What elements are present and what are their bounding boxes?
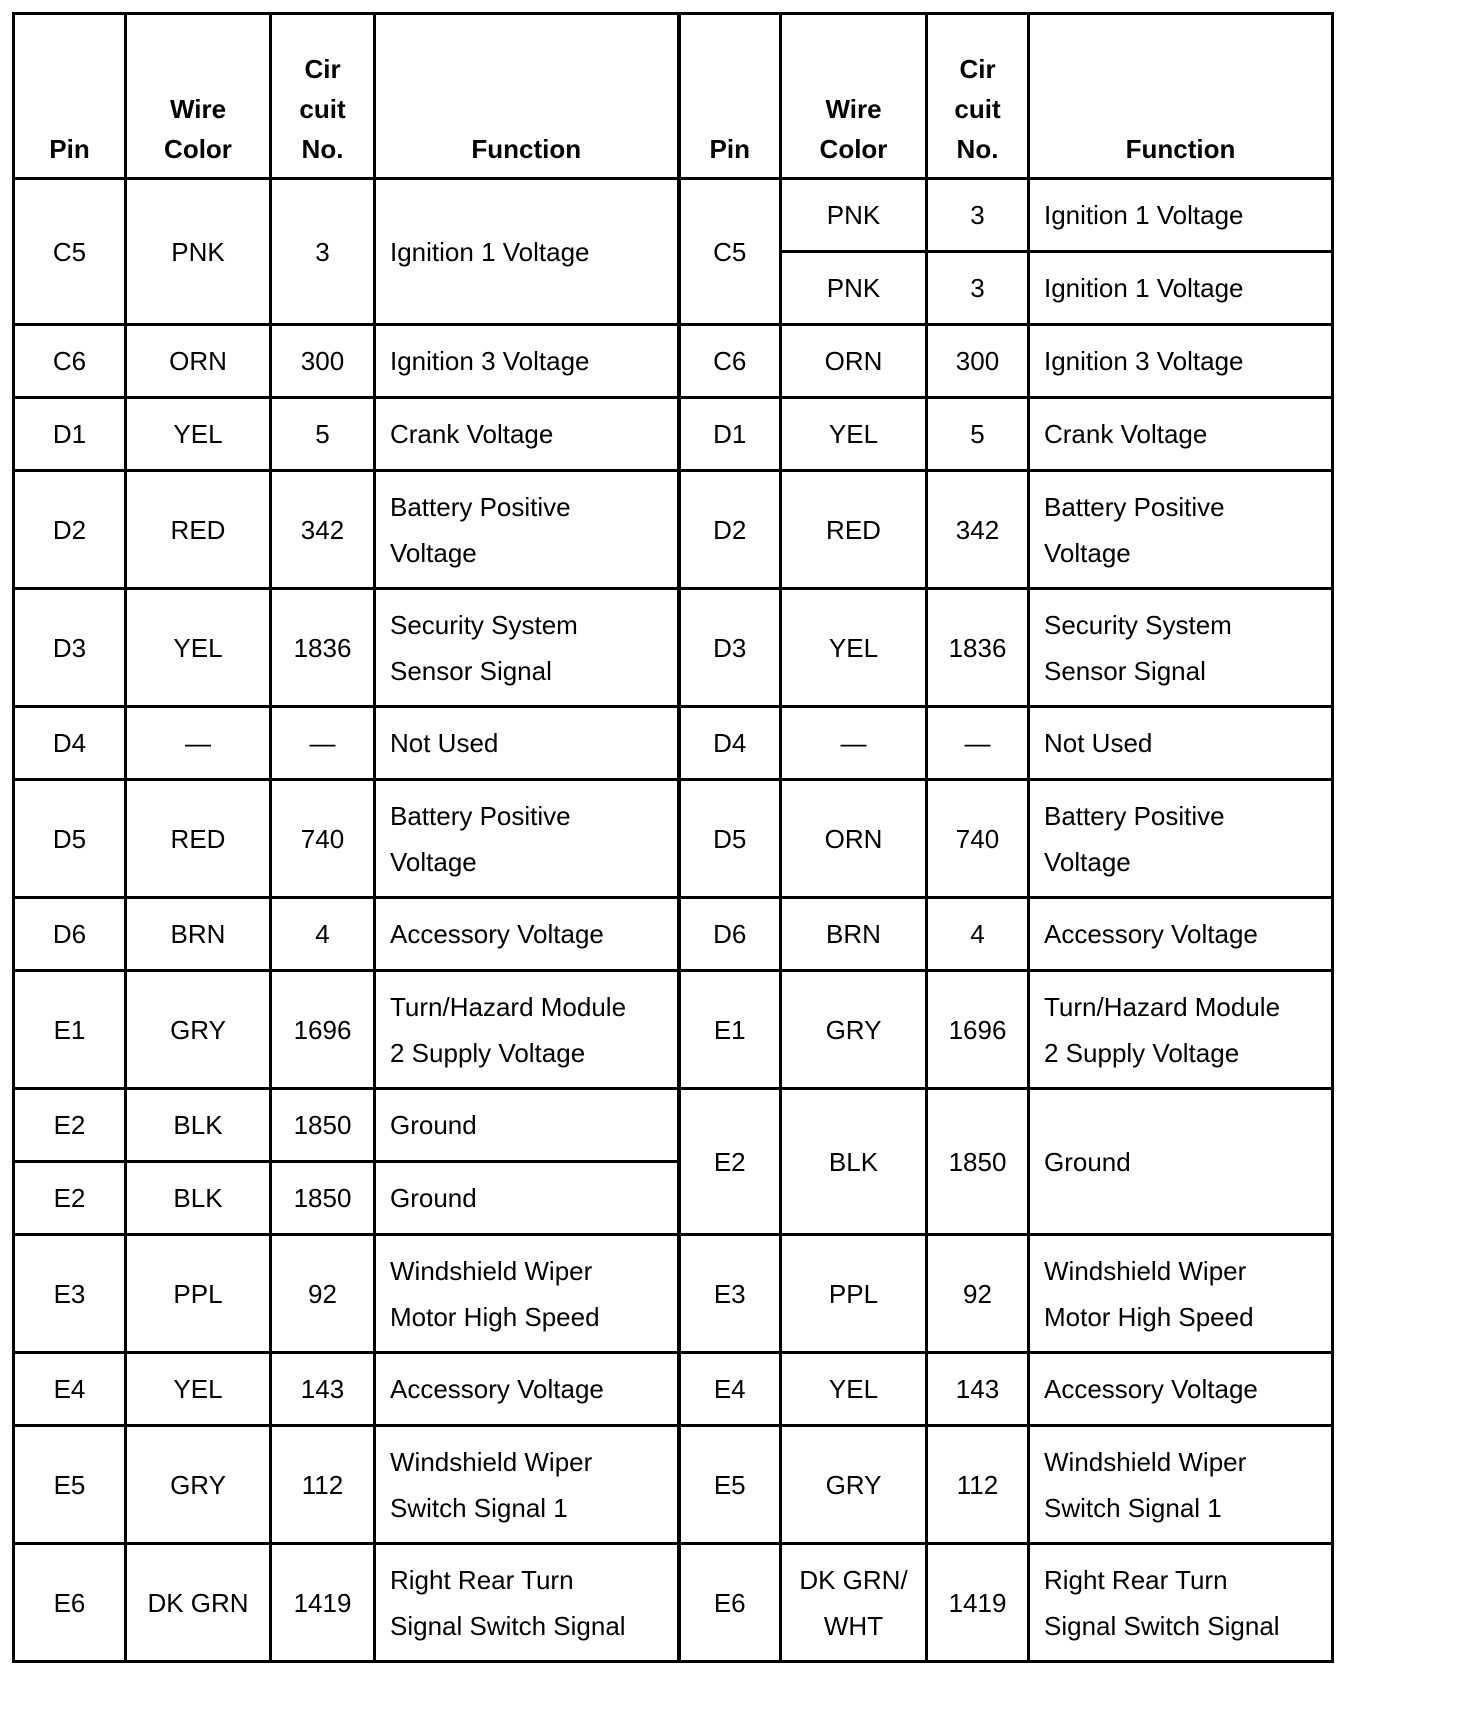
pin-cell-right: D4 [679,707,781,780]
pinout-table-container [12,12,1334,1663]
circuit-no-cell-right: 1836 [927,589,1029,707]
pin-cell-left: D6 [14,898,126,971]
circuit-no-cell-right: 1419 [927,1544,1029,1662]
wire-color-cell-right: BLK [781,1089,927,1235]
pin-cell-right: D2 [679,471,781,589]
wire-color-cell-right: BRN [781,898,927,971]
function-cell-left: Not Used [375,707,679,780]
wire-color-cell-right: GRY [781,1426,927,1544]
function-cell-left: Turn/Hazard Module 2 Supply Voltage [375,971,679,1089]
pin-cell-right: E4 [679,1353,781,1426]
pin-cell-right: C6 [679,325,781,398]
function-cell-left: Ignition 3 Voltage [375,325,679,398]
circuit-no-cell-right: 5 [927,398,1029,471]
wire-color-cell-left: — [126,707,271,780]
circuit-no-cell-right: 1696 [927,971,1029,1089]
function-cell-left: Crank Voltage [375,398,679,471]
function-cell-right: Security System Sensor Signal [1029,589,1333,707]
header-pin-left: Pin [14,14,126,179]
function-cell-right: Turn/Hazard Module 2 Supply Voltage [1029,971,1333,1089]
pin-cell-left: E1 [14,971,126,1089]
circuit-no-cell-left: 342 [271,471,375,589]
function-cell-right: Accessory Voltage [1029,898,1333,971]
circuit-no-cell-left: 4 [271,898,375,971]
circuit-no-cell-left: 5 [271,398,375,471]
function-cell-right: Ground [1029,1089,1333,1235]
pin-cell-left: E3 [14,1235,126,1353]
function-cell-right: Accessory Voltage [1029,1353,1333,1426]
function-cell-right: Ignition 1 Voltage [1029,179,1333,252]
pin-cell-left: E6 [14,1544,126,1662]
function-cell-right: Windshield Wiper Motor High Speed [1029,1235,1333,1353]
pin-cell-left: E5 [14,1426,126,1544]
pin-cell-right: E1 [679,971,781,1089]
pin-cell-right: E2 [679,1089,781,1235]
function-cell-left: Windshield Wiper Switch Signal 1 [375,1426,679,1544]
function-cell-left: Ignition 1 Voltage [375,179,679,325]
function-cell-left: Accessory Voltage [375,1353,679,1426]
wire-color-cell-right: ORN [781,325,927,398]
circuit-no-cell-right: 4 [927,898,1029,971]
pin-cell-left: C5 [14,179,126,325]
function-cell-left: Accessory Voltage [375,898,679,971]
function-cell-left: Security System Sensor Signal [375,589,679,707]
circuit-no-cell-right: 342 [927,471,1029,589]
header-row [14,14,1333,179]
function-cell-left: Battery Positive Voltage [375,471,679,589]
connector-pinout-table [12,12,1334,1663]
wire-color-cell-right: RED [781,471,927,589]
circuit-no-cell-left: 1836 [271,589,375,707]
circuit-no-cell-left: 92 [271,1235,375,1353]
table-row [14,1426,1333,1544]
pin-cell-left: E4 [14,1353,126,1426]
wire-color-cell-left: YEL [126,398,271,471]
header-circuit-no-left: Cir cuit No. [271,14,375,179]
wire-color-cell-left: BLK [126,1089,271,1162]
circuit-no-cell-right: 112 [927,1426,1029,1544]
function-cell-right: Right Rear Turn Signal Switch Signal [1029,1544,1333,1662]
pin-cell-right: D1 [679,398,781,471]
table-row [14,971,1333,1089]
wire-color-cell-right: PNK [781,252,927,325]
pin-cell-right: E5 [679,1426,781,1544]
circuit-no-cell-left: 740 [271,780,375,898]
function-cell-right: Windshield Wiper Switch Signal 1 [1029,1426,1333,1544]
table-row [14,1235,1333,1353]
circuit-no-cell-left: 112 [271,1426,375,1544]
pin-cell-right: D5 [679,780,781,898]
table-row [14,1089,1333,1162]
function-cell-right: Ignition 1 Voltage [1029,252,1333,325]
wire-color-cell-right: GRY [781,971,927,1089]
table-row [14,898,1333,971]
table-row [14,471,1333,589]
pin-cell-left: D2 [14,471,126,589]
pin-cell-right: D6 [679,898,781,971]
wire-color-cell-right: YEL [781,589,927,707]
function-cell-right: Battery Positive Voltage [1029,471,1333,589]
function-cell-right: Crank Voltage [1029,398,1333,471]
pin-cell-left: E2 [14,1089,126,1162]
circuit-no-cell-right: 3 [927,179,1029,252]
wire-color-cell-left: DK GRN [126,1544,271,1662]
wire-color-cell-left: GRY [126,971,271,1089]
pin-cell-left: D1 [14,398,126,471]
table-row [14,1544,1333,1662]
table-row [14,707,1333,780]
circuit-no-cell-left: 300 [271,325,375,398]
wire-color-cell-left: BLK [126,1162,271,1235]
function-cell-left: Right Rear Turn Signal Switch Signal [375,1544,679,1662]
wire-color-cell-right: PNK [781,179,927,252]
function-cell-left: Battery Positive Voltage [375,780,679,898]
table-row [14,325,1333,398]
wire-color-cell-left: BRN [126,898,271,971]
circuit-no-cell-left: 143 [271,1353,375,1426]
circuit-no-cell-right: 3 [927,252,1029,325]
wire-color-cell-left: PPL [126,1235,271,1353]
header-function-left: Function [375,14,679,179]
wire-color-cell-right: PPL [781,1235,927,1353]
wire-color-cell-right: YEL [781,1353,927,1426]
pin-cell-right: E3 [679,1235,781,1353]
header-wire-color-right: Wire Color [781,14,927,179]
pin-cell-left: D5 [14,780,126,898]
circuit-no-cell-right: 1850 [927,1089,1029,1235]
circuit-no-cell-right: 740 [927,780,1029,898]
table-header [14,14,1333,179]
function-cell-left: Windshield Wiper Motor High Speed [375,1235,679,1353]
circuit-no-cell-right: 92 [927,1235,1029,1353]
function-cell-right: Not Used [1029,707,1333,780]
wire-color-cell-left: YEL [126,589,271,707]
wire-color-cell-right: — [781,707,927,780]
table-row [14,398,1333,471]
wire-color-cell-left: GRY [126,1426,271,1544]
wire-color-cell-left: YEL [126,1353,271,1426]
wire-color-cell-left: ORN [126,325,271,398]
circuit-no-cell-right: 300 [927,325,1029,398]
circuit-no-cell-left: 1696 [271,971,375,1089]
circuit-no-cell-left: 1419 [271,1544,375,1662]
pin-cell-left: E2 [14,1162,126,1235]
function-cell-left: Ground [375,1089,679,1162]
function-cell-right: Ignition 3 Voltage [1029,325,1333,398]
pin-cell-left: D4 [14,707,126,780]
wire-color-cell-right: ORN [781,780,927,898]
circuit-no-cell-left: — [271,707,375,780]
wire-color-cell-left: RED [126,780,271,898]
table-row [14,589,1333,707]
pin-cell-right: D3 [679,589,781,707]
pin-cell-right: E6 [679,1544,781,1662]
pin-cell-right: C5 [679,179,781,325]
function-cell-left: Ground [375,1162,679,1235]
circuit-no-cell-left: 3 [271,179,375,325]
table-row [14,179,1333,252]
pin-cell-left: C6 [14,325,126,398]
wire-color-cell-left: RED [126,471,271,589]
header-function-right: Function [1029,14,1333,179]
table-row [14,1353,1333,1426]
header-circuit-no-right: Cir cuit No. [927,14,1029,179]
pin-cell-left: D3 [14,589,126,707]
header-wire-color-left: Wire Color [126,14,271,179]
header-pin-right: Pin [679,14,781,179]
circuit-no-cell-left: 1850 [271,1162,375,1235]
table-body [14,179,1333,1662]
function-cell-right: Battery Positive Voltage [1029,780,1333,898]
circuit-no-cell-right: 143 [927,1353,1029,1426]
circuit-no-cell-right: — [927,707,1029,780]
wire-color-cell-right: YEL [781,398,927,471]
circuit-no-cell-left: 1850 [271,1089,375,1162]
table-row [14,780,1333,898]
wire-color-cell-left: PNK [126,179,271,325]
wire-color-cell-right: DK GRN/ WHT [781,1544,927,1662]
